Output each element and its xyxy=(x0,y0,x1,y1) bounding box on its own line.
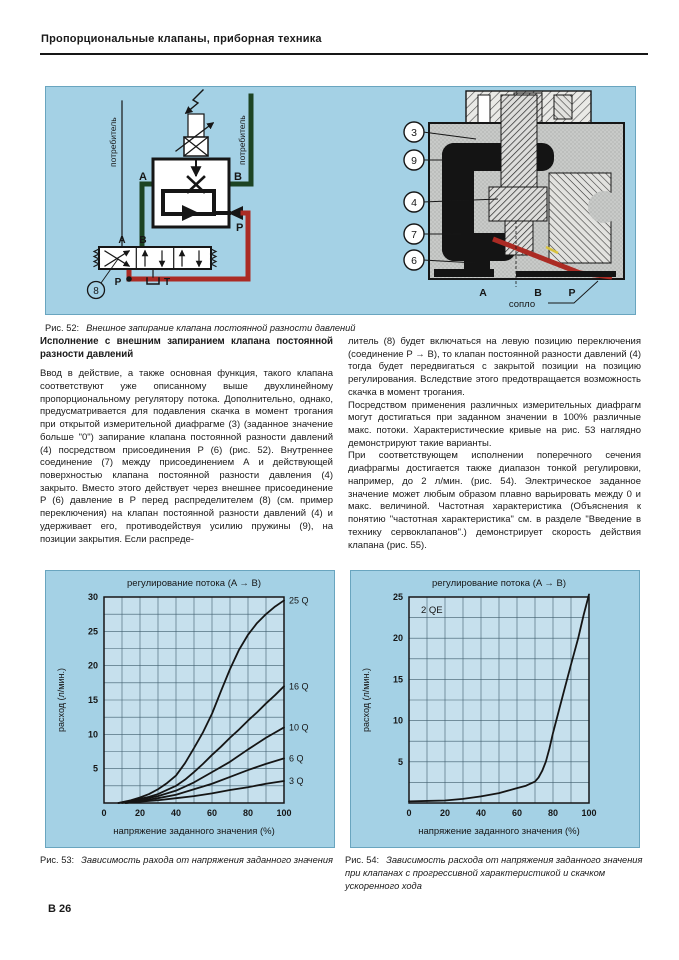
series-label: 6 Q xyxy=(289,753,304,764)
y-axis-label: расход (л/мин.) xyxy=(56,668,66,732)
series-label: 10 Q xyxy=(289,722,309,733)
article-right-column xyxy=(348,336,641,552)
annotation: 2 QE xyxy=(421,605,443,616)
chart-title: регулирование потока (A → B) xyxy=(127,578,261,589)
valve-cross-section xyxy=(404,91,624,310)
svg-text:20: 20 xyxy=(392,633,403,644)
svg-text:30: 30 xyxy=(87,592,98,602)
bleed-screw xyxy=(478,95,490,125)
bottom-strip-right xyxy=(516,271,616,277)
article-paragraph: При соответствующем исполнении поперечного сечения диафрагмы достигается также диапазон тонкой регулировки, например, до 2 л/мин. (рис. 54). Электрическое заданное значение может любым образом плавно варьировать между 0 и макс. величиной. Частотная характеристика (Объяснения к понятию "частотная характеристика" см. в разделе "Введение в технику сервоклапанов".) демонстрирует скорость действия клапана (рис. 55). xyxy=(348,450,641,551)
page-number: B 26 xyxy=(48,903,72,915)
consumer-label-right: потребитель xyxy=(237,115,247,165)
pilot-stage xyxy=(188,114,204,137)
chart-title: регулирование потока (A → B) xyxy=(432,578,566,589)
callout-9: 9 xyxy=(411,155,417,167)
insert-bore xyxy=(588,191,620,223)
article-heading: Исполнение с внешним запиранием клапана постоянной разности давлений xyxy=(40,336,333,360)
valve-t-label: T xyxy=(163,277,171,288)
callout-3: 3 xyxy=(411,127,417,139)
callout-8: 8 xyxy=(93,286,99,297)
x-tick-labels xyxy=(101,808,291,818)
compensator-piston xyxy=(489,187,547,221)
figure54-chart xyxy=(351,571,639,847)
x-tick-labels xyxy=(406,808,596,818)
article-left-column xyxy=(40,336,333,552)
figure54-panel xyxy=(350,570,640,848)
series-label: 3 Q xyxy=(289,776,304,787)
valve-a-label: A xyxy=(118,235,126,246)
figure52-caption-text: Внешное запирание клапана постоянной разности давлений xyxy=(86,323,356,333)
figure53-caption xyxy=(40,854,340,867)
nozzle-label: сопло xyxy=(508,299,536,310)
callout-circles xyxy=(404,122,424,270)
article-columns xyxy=(40,336,641,552)
article-paragraph: Посредством применения различных измерительных диафрагм могут достигаться при заданном значении в 100% различные макс. потоки. Характеристические кривые на рис. 53 наглядно демонстрируют такие варианты. xyxy=(348,399,641,449)
svg-text:20: 20 xyxy=(134,808,146,818)
figure54-caption xyxy=(345,854,647,893)
svg-text:15: 15 xyxy=(87,695,98,705)
svg-text:0: 0 xyxy=(406,808,412,818)
svg-text:40: 40 xyxy=(475,808,487,818)
svg-text:20: 20 xyxy=(439,808,451,818)
x-axis-label: напряжение заданного значения (%) xyxy=(113,826,275,837)
figure54-caption-text: Зависимость расхода от напряжения заданного значения при клапанах с прогрессивной характеристикой и скачком ускоренного хода xyxy=(345,855,643,892)
y-axis-label: расход (л/мин.) xyxy=(361,668,371,732)
figure54-caption-label: Рис. 54: xyxy=(345,855,380,865)
svg-text:40: 40 xyxy=(170,808,182,818)
y-tick-labels xyxy=(393,592,403,767)
svg-text:5: 5 xyxy=(397,756,403,767)
svg-text:100: 100 xyxy=(581,808,597,818)
svg-text:20: 20 xyxy=(87,660,98,671)
port-b-label: B xyxy=(234,171,242,183)
svg-text:0: 0 xyxy=(101,808,107,818)
page-header: Пропорциональные клапаны, приборная техника xyxy=(41,33,322,45)
section-port-p: P xyxy=(568,287,576,299)
svg-text:100: 100 xyxy=(276,808,292,818)
electric-arrow xyxy=(186,90,203,113)
svg-text:60: 60 xyxy=(511,808,523,818)
callout-4: 4 xyxy=(411,197,417,209)
junction-dot xyxy=(126,276,132,282)
figure53-caption-text: Зависимость рахода от напряжения заданного значения xyxy=(81,855,334,865)
svg-text:80: 80 xyxy=(547,808,559,818)
series-label: 25 Q xyxy=(289,595,309,606)
svg-text:25: 25 xyxy=(87,626,98,637)
figure53-panel xyxy=(45,570,335,848)
x-axis-label: напряжение заданного значения (%) xyxy=(418,826,580,837)
svg-text:80: 80 xyxy=(242,808,254,818)
article-paragraph: Ввод в действие, а также основная функция, такого клапана соответствуют уже описанному выше двухлинейному пропорциональному регулятору потока. Дополнительно, однако, предусматривается для подавления скачка в момент трогания при открытой измерительной диафрагме (3) (заданное значение больше "0") запирание клапана постоянной разности давлений (4) посредством присоединения P (6) (рис. 52). Внутреннее соединение (7) между присоединением А и действующей поверхностью клапана постоянной разности давления (4) закрыто. Вместо этого действует через внешнее присоединение P (6) давление в P перед распределителем (8) (см. пример переключения) на клапан постоянной разности давлений (4) и удерживает его, противодействуя усилию пружины (9), на позиции закрытия. Если распреде- xyxy=(40,368,333,545)
svg-text:25: 25 xyxy=(392,592,403,602)
y-tick-labels xyxy=(88,592,98,774)
section-port-b: B xyxy=(534,287,542,299)
p-red-label: P xyxy=(236,222,244,234)
figure52-caption xyxy=(45,322,605,335)
spool-upper xyxy=(501,95,537,195)
figure52-caption-label: Рис. 52: xyxy=(45,323,80,333)
figure53-chart xyxy=(46,571,334,847)
head-bolt xyxy=(554,95,572,119)
consumer-label-left: потребитель xyxy=(108,117,118,167)
callout-7: 7 xyxy=(411,229,417,241)
header-rule xyxy=(40,53,648,55)
hydraulic-schematic xyxy=(88,90,252,299)
svg-text:10: 10 xyxy=(392,715,403,726)
article-paragraph: литель (8) будет включаться на левую позицию переключения (соединение P → B), то клапан постоянной разности давлений (4) тогда будет передвигаться с закрытой позиции на позицию регулирования. Вследствие этого предотвращается возможность скачка в момент трогания. xyxy=(348,336,641,398)
bottom-strip-left xyxy=(434,269,494,277)
series-label: 16 Q xyxy=(289,681,309,692)
svg-text:5: 5 xyxy=(92,763,98,774)
section-port-a: A xyxy=(479,287,487,299)
figure52-panel xyxy=(45,86,636,315)
figure53-caption-label: Рис. 53: xyxy=(40,855,75,865)
port-a-label: A xyxy=(139,171,147,183)
valve-p-label: P xyxy=(114,277,122,288)
figure52-drawing xyxy=(46,87,635,314)
svg-text:15: 15 xyxy=(392,674,403,685)
svg-text:10: 10 xyxy=(87,729,98,740)
valve-b-label: B xyxy=(139,235,147,246)
svg-text:60: 60 xyxy=(206,808,218,818)
callout-6: 6 xyxy=(411,255,417,267)
